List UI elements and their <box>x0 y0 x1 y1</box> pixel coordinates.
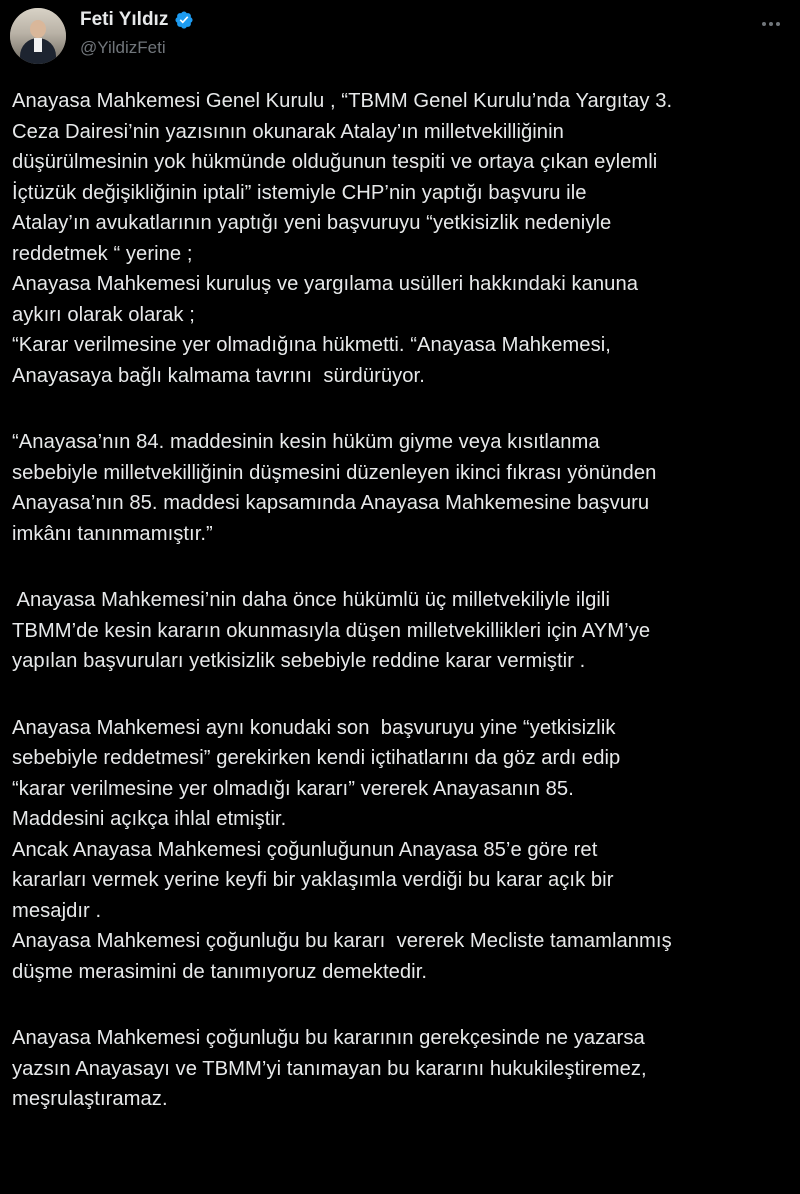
author-handle[interactable]: @YildizFeti <box>80 38 166 57</box>
avatar[interactable] <box>10 8 66 64</box>
more-dot <box>776 22 780 26</box>
tweet-line: TBMM’de kesin kararın okunmasıyla düşen milletvekillikleri için AYM’ye <box>12 619 651 642</box>
author-display-name[interactable]: Feti Yıldız <box>80 9 169 30</box>
tweet-paragraph <box>12 427 796 549</box>
tweet-line: sebebiyle milletvekilliğinin düşmesini düzenleyen ikinci fıkrası yönünden <box>12 461 657 484</box>
tweet-header <box>0 0 800 72</box>
tweet-line: meşrulaştıramaz. <box>12 1088 168 1110</box>
tweet-paragraph <box>12 1023 796 1115</box>
tweet-line: “Karar verilmesine yer olmadığına hükmetti. “Anayasa Mahkemesi, <box>12 334 611 356</box>
tweet-line: düşme merasimini de tanımıyoruz demektedir. <box>12 960 428 983</box>
tweet-line: yapılan başvuruları yetkisizlik sebebiyle reddine karar vermiştir . <box>12 650 586 672</box>
tweet-line: Anayasa Mahkemesi çoğunluğu bu kararı vererek Mecliste tamamlanmış <box>12 930 672 952</box>
tweet-paragraph <box>12 86 796 391</box>
tweet-line: mesajdır . <box>12 899 102 922</box>
tweet-line: sebebiyle reddetmesi” gerekirken kendi içtihatlarını da göz ardı edip <box>12 747 621 769</box>
tweet-line: reddetmek “ yerine ; <box>12 242 193 265</box>
tweet-line: düşürülmesinin yok hükmünde olduğunun tespiti ve ortaya çıkan eylemli <box>12 151 658 173</box>
tweet-line: Ancak Anayasa Mahkemesi çoğunluğunun Anayasa 85’e göre ret <box>12 838 598 861</box>
paragraph-gap <box>12 677 796 713</box>
tweet-line: “karar verilmesine yer olmadığı kararı” vererek Anayasanın 85. <box>12 777 574 800</box>
more-horizontal-icon[interactable] <box>756 12 786 36</box>
tweet-line: İçtüzük değişikliğinin iptali” istemiyle CHP’nin yaptığı başvuru ile <box>12 181 587 204</box>
paragraph-gap <box>12 987 796 1023</box>
tweet-line: kararları vermek yerine keyfi bir yaklaşımla verdiği bu karar açık bir <box>12 869 614 891</box>
tweet-line: yazsın Anayasayı ve TBMM’yi tanımayan bu kararını hukukileştiremez, <box>12 1057 647 1080</box>
tweet-line: aykırı olarak olarak ; <box>12 303 195 326</box>
tweet-line: Anayasaya bağlı kalmama tavrını sürdürüyor. <box>12 364 425 387</box>
tweet-line: imkânı tanınmamıştır.” <box>12 522 213 545</box>
author-name-row <box>80 9 194 31</box>
tweet-paragraph <box>12 713 796 988</box>
more-dot <box>769 22 773 26</box>
tweet-line: Anayasa Mahkemesi’nin daha önce hükümlü üç milletvekiliyle ilgili <box>12 589 611 611</box>
verified-badge-icon <box>174 10 194 30</box>
more-dot <box>762 22 766 26</box>
tweet-line: Anayasa Mahkemesi kuruluş ve yargılama usülleri hakkındaki kanuna <box>12 273 639 295</box>
tweet-line: “Anayasa’nın 84. maddesinin kesin hüküm giyme veya kısıtlanma <box>12 431 600 453</box>
tweet-line: Anayasa Mahkemesi çoğunluğu bu kararının gerekçesinde ne yazarsa <box>12 1027 645 1049</box>
tweet-line: Anayasa’nın 85. maddesi kapsamında Anayasa Mahkemesine başvuru <box>12 492 650 514</box>
tweet-line: Anayasa Mahkemesi Genel Kurulu , “TBMM Genel Kurulu’nda Yargıtay 3. <box>12 90 673 112</box>
avatar-head <box>30 20 46 38</box>
tweet-text <box>12 86 796 1115</box>
tweet-line: Anayasa Mahkemesi aynı konudaki son başvuruyu yine “yetkisizlik <box>12 716 616 739</box>
tweet-line: Maddesini açıkça ihlal etmiştir. <box>12 808 287 830</box>
tweet-line: Atalay’ın avukatlarının yaptığı yeni başvuruyu “yetkisizlik nedeniyle <box>12 212 612 234</box>
avatar-shirt <box>34 38 42 52</box>
tweet-line: Ceza Dairesi’nin yazısının okunarak Atalay’ın milletvekilliğinin <box>12 120 564 143</box>
paragraph-gap <box>12 391 796 427</box>
paragraph-gap <box>12 549 796 585</box>
tweet-paragraph <box>12 585 796 677</box>
